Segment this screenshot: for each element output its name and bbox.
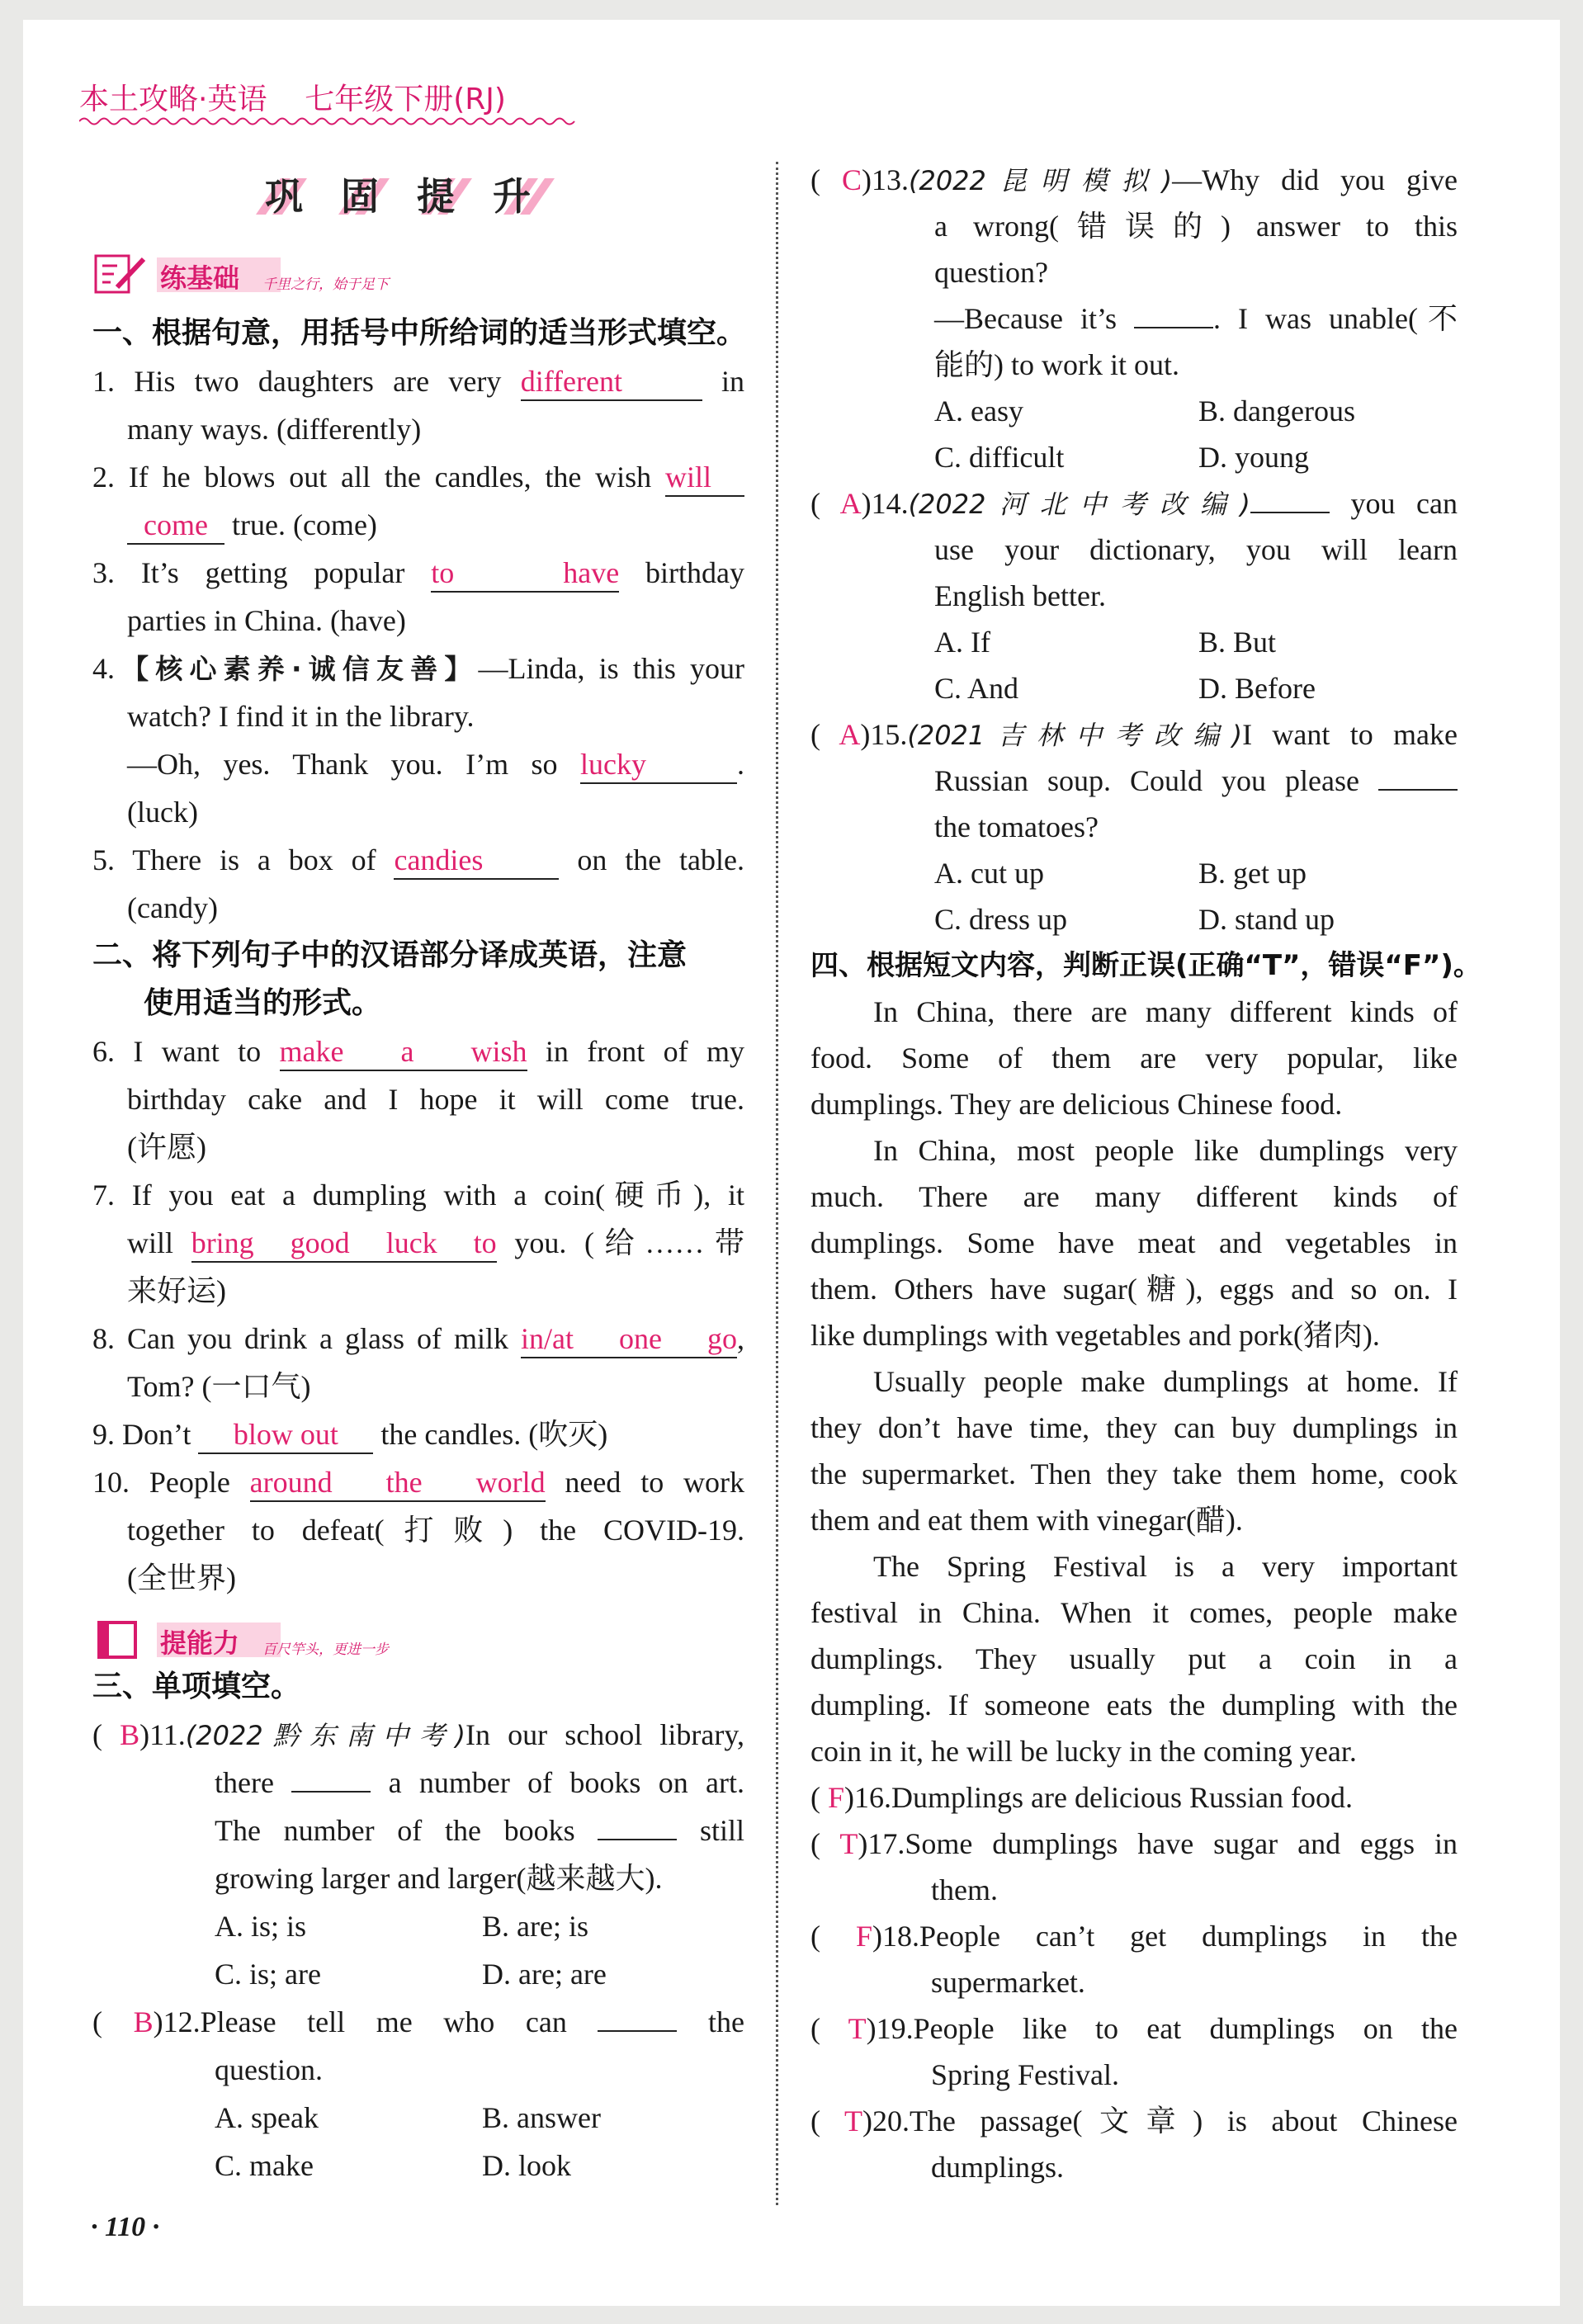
- q1-answer: different: [521, 363, 702, 401]
- q11-option-b: B. are; is: [482, 1910, 588, 1943]
- grade-label: 七年级下册(RJ): [305, 83, 506, 116]
- q20-line2: dumplings.: [931, 2151, 1065, 2184]
- q3-line1: [92, 550, 744, 597]
- q5-text-b: on the table.: [577, 843, 745, 876]
- q4-answer: lucky: [580, 746, 737, 784]
- q4-period: .: [737, 748, 744, 781]
- q11-text-c1: The number of the books: [215, 1814, 575, 1847]
- q13-text-d1: —Because it’s: [934, 302, 1117, 335]
- q17-line1: [810, 1821, 1458, 1868]
- q4-text: —Linda, is this your: [478, 652, 744, 685]
- q8-answer: in/at one go: [521, 1320, 737, 1358]
- passage-p3-line2: they don’t have time, they can buy dumplings in: [810, 1411, 1458, 1444]
- passage-p4-line5: coin in it, he will be lucky in the coming year.: [810, 1735, 1357, 1768]
- q5-text: There is a box of: [132, 843, 376, 876]
- section3-title: 三、单项填空。: [92, 1670, 301, 1703]
- q3-answer: to have: [431, 555, 619, 593]
- pencil-notebook-icon: [92, 251, 150, 297]
- q14-line3: English better.: [934, 579, 1106, 612]
- q8-line1: [92, 1316, 744, 1363]
- q8-number: 8.: [92, 1322, 115, 1355]
- q3-line2: parties in China. (have): [127, 604, 406, 637]
- q14-option-a: A. If: [934, 626, 990, 659]
- q11-blank-2: [598, 1839, 677, 1840]
- q17-answer-bracket: ( T): [810, 1827, 868, 1860]
- q20-line1: [810, 2098, 1458, 2145]
- q19-text: People like to eat dumplings on the: [913, 2012, 1458, 2045]
- q12-line1: [92, 1999, 744, 2046]
- q17-answer: T: [839, 1827, 858, 1860]
- q12-number: 12.: [163, 2005, 201, 2038]
- q6-line3: (许愿): [127, 1131, 206, 1164]
- q13-option-c: C. difficult: [934, 441, 1065, 474]
- passage-p4-line4: dumpling. If someone eats the dumpling with the: [810, 1689, 1458, 1722]
- q4-tag: 【核心素养·诚信友善】: [115, 653, 479, 685]
- q12-option-b: B. answer: [482, 2101, 601, 2134]
- passage-p2-line5: like dumplings with vegetables and pork(猪肉).: [810, 1319, 1380, 1352]
- q19-line2: Spring Festival.: [931, 2058, 1120, 2091]
- q13-option-d: D. young: [1198, 441, 1309, 474]
- q14-source: (2022河北中考改编): [908, 489, 1250, 520]
- q5-number: 5.: [92, 843, 115, 876]
- passage-p2-line2: much. There are many different kinds of: [810, 1180, 1458, 1213]
- q1-line1: [92, 358, 744, 405]
- q6-text-b: in front of my: [545, 1035, 745, 1068]
- book-header: [79, 76, 506, 118]
- q14-blank: [1250, 512, 1330, 513]
- q11-line1: [92, 1712, 744, 1760]
- q4-text-c: —Oh, yes. Thank you. I’m so: [127, 748, 558, 781]
- q14-option-c: C. And: [934, 672, 1019, 705]
- clipboard-icon: [92, 1616, 150, 1662]
- q15-source: (2021吉林中考改编): [907, 720, 1243, 751]
- q6-number: 6.: [92, 1035, 115, 1068]
- q8-text: Can you drink a glass of milk: [127, 1322, 509, 1355]
- q17-number: 17.: [867, 1827, 905, 1860]
- q11-option-c: C. is; are: [215, 1958, 321, 1991]
- q12-answer-bracket: ( B): [92, 2005, 163, 2038]
- q7-number: 7.: [92, 1179, 115, 1212]
- q13-blank: [1134, 327, 1213, 328]
- q2-answer-a: will: [665, 459, 744, 497]
- ability-badge-slogan: 百尺竿头，更进一步: [262, 1641, 389, 1658]
- passage-p4-line1: The Spring Festival is a very important: [873, 1550, 1458, 1583]
- q11-text-c2: still: [700, 1814, 745, 1847]
- q13-source: (2022昆明模拟): [908, 165, 1173, 196]
- q7-answer: bring good luck to: [191, 1225, 497, 1263]
- q11-text: In our school library,: [465, 1718, 744, 1751]
- q19-answer: T: [848, 2012, 867, 2045]
- q16-text: Dumplings are delicious Russian food.: [891, 1781, 1353, 1814]
- q12-option-a: A. speak: [215, 2101, 319, 2134]
- q15-line3: the tomatoes?: [934, 810, 1099, 843]
- q2-line2: [127, 502, 744, 549]
- q5-answer: candies: [394, 842, 559, 880]
- q14-line2: use your dictionary, you will learn: [934, 533, 1458, 566]
- ability-badge: [92, 1616, 439, 1662]
- q7-text: If you eat a dumpling with a coin(硬币), it: [131, 1179, 744, 1212]
- q11-line2: [215, 1760, 744, 1807]
- q5-line1: [92, 837, 744, 884]
- passage-p2-line1: In China, most people like dumplings very: [873, 1134, 1458, 1167]
- q8-line2: Tom? (一口气): [127, 1370, 311, 1403]
- passage-p2-line3: dumplings. Some have meat and vegetables in: [810, 1226, 1458, 1259]
- q13-line3: question?: [934, 256, 1048, 289]
- q18-number: 18.: [881, 1920, 919, 1953]
- passage-p1-line2: food. Some of them are very popular, like: [810, 1042, 1458, 1075]
- book-title: 本土攻略·英语: [79, 83, 267, 116]
- passage-p3-line1: Usually people make dumplings at home. If: [873, 1365, 1458, 1398]
- q16-number: 16.: [854, 1781, 892, 1814]
- q4-line2: watch? I find it in the library.: [127, 700, 475, 733]
- section4-title: 四、根据短文内容，判断正误(正确“T”，错误“F”)。: [810, 949, 1481, 982]
- q3-text-b: birthday: [645, 556, 744, 589]
- header-wave-underline: [79, 116, 578, 127]
- q12-option-c: C. make: [215, 2149, 314, 2182]
- section2-title-line1: 二、将下列句子中的汉语部分译成英语，注意: [92, 938, 688, 972]
- basic-badge-slogan: 千里之行，始于足下: [262, 276, 389, 293]
- q9-line1: [92, 1411, 744, 1458]
- q10-line1: [92, 1459, 744, 1506]
- q13-line1: [810, 157, 1458, 205]
- q2-line1: [92, 454, 744, 501]
- section2-title-line2: 使用适当的形式。: [144, 986, 382, 1020]
- q13-option-a: A. easy: [934, 394, 1023, 427]
- q10-number: 10.: [92, 1466, 130, 1499]
- q5-line2: (candy): [127, 891, 218, 924]
- q14-answer: A: [839, 487, 862, 520]
- q4-line3: [127, 741, 744, 788]
- basic-badge: [92, 251, 439, 297]
- q18-answer-bracket: ( F): [810, 1920, 882, 1953]
- ability-badge-title: 提能力: [160, 1627, 240, 1659]
- q11-blank-1: [291, 1791, 371, 1793]
- q15-option-c: C. dress up: [934, 903, 1067, 936]
- q20-text: The passage(文章) is about Chinese: [909, 2104, 1458, 2137]
- q19-line1: [810, 2005, 1458, 2052]
- q15-blank: [1378, 789, 1458, 791]
- q11-source: (2022黔东南中考): [185, 1720, 465, 1751]
- q9-number: 9.: [92, 1418, 115, 1451]
- q15-line1: [810, 711, 1458, 759]
- q11-text-b2: a number of books on art.: [388, 1766, 745, 1799]
- q1-line2: many ways. (differently): [127, 413, 422, 446]
- q19-number: 19.: [876, 2012, 914, 2045]
- q15-line2: [934, 758, 1458, 805]
- q9-text: Don’t: [122, 1418, 191, 1451]
- passage-p1-line1: In China, there are many different kinds of: [873, 995, 1458, 1028]
- q8-comma: ,: [737, 1322, 745, 1355]
- q4-number: 4.: [92, 652, 115, 685]
- q16-answer: F: [828, 1781, 845, 1814]
- q15-answer-bracket: ( A): [810, 718, 871, 751]
- q4-line4: (luck): [127, 796, 198, 829]
- q13-line5: 能的) to work it out.: [934, 348, 1179, 381]
- q6-line1: [92, 1028, 744, 1075]
- q11-answer-bracket: ( B): [92, 1718, 150, 1751]
- q6-text: I want to: [133, 1035, 262, 1068]
- q10-answer: around the world: [250, 1464, 546, 1502]
- q13-answer: C: [841, 163, 862, 196]
- q10-text-b: need to work: [565, 1466, 744, 1499]
- q13-line2: a wrong(错误的) answer to this: [934, 210, 1458, 243]
- q10-text: People: [149, 1466, 230, 1499]
- q14-number: 14.: [871, 487, 909, 520]
- q7-text-b: will: [127, 1226, 174, 1259]
- q9-text-b: the candles. (吹灭): [380, 1418, 608, 1451]
- q3-number: 3.: [92, 556, 115, 589]
- q11-answer: B: [120, 1718, 140, 1751]
- q12-text-b: the: [708, 2005, 745, 2038]
- q11-option-d: D. are; are: [482, 1958, 607, 1991]
- q15-option-a: A. cut up: [934, 857, 1044, 890]
- column-divider: [776, 162, 778, 2205]
- passage-p2-line4: them. Others have sugar(糖), eggs and so on. I: [810, 1273, 1458, 1306]
- q2-answer-b: come: [127, 507, 224, 545]
- q12-blank: [598, 2030, 677, 2032]
- q11-text-b1: there: [215, 1766, 274, 1799]
- q12-option-d: D. look: [482, 2149, 571, 2182]
- q20-answer: T: [843, 2104, 862, 2137]
- section1-title: 一、根据句意，用括号中所给词的适当形式填空。: [92, 316, 747, 350]
- q14-answer-bracket: ( A): [810, 487, 872, 520]
- q13-number: 13.: [871, 163, 909, 196]
- passage-p4-line2: festival in China. When it comes, people make: [810, 1596, 1458, 1629]
- q1-text: His two daughters are very: [134, 365, 502, 398]
- q14-text: you can: [1350, 487, 1458, 520]
- q6-answer: make a wish: [280, 1033, 527, 1071]
- q13-line4: [934, 295, 1458, 342]
- q11-number: 11.: [149, 1718, 186, 1751]
- q15-option-b: B. get up: [1198, 857, 1307, 890]
- q11-line3: [215, 1807, 744, 1854]
- q15-text: I want to make: [1242, 718, 1458, 751]
- q18-text: People can’t get dumplings in the: [919, 1920, 1458, 1953]
- q7-line3: 来好运): [127, 1274, 226, 1307]
- q19-answer-bracket: ( T): [810, 2012, 877, 2045]
- q17-text: Some dumplings have sugar and eggs in: [905, 1827, 1458, 1860]
- passage-p3-line4: them and eat them with vinegar(醋).: [810, 1504, 1243, 1537]
- q13-option-b: B. dangerous: [1198, 394, 1355, 427]
- q12-text: Please tell me who can: [200, 2005, 567, 2038]
- q20-answer-bracket: ( T): [810, 2104, 872, 2137]
- basic-badge-title: 练基础: [160, 262, 240, 294]
- q15-text-b: Russian soup. Could you please: [934, 764, 1359, 797]
- q12-answer: B: [133, 2005, 154, 2038]
- q13-text-d2: . I was unable(不: [1213, 302, 1458, 335]
- q11-line4: growing larger and larger(越来越大).: [215, 1862, 663, 1895]
- q1-number: 1.: [92, 365, 115, 398]
- q18-line2: supermarket.: [931, 1966, 1085, 1999]
- q6-line2: birthday cake and I hope it will come true.: [127, 1083, 744, 1116]
- q10-line2: together to defeat(打败) the COVID-19.: [127, 1514, 744, 1547]
- q7-line2: [127, 1220, 744, 1267]
- q10-line3: (全世界): [127, 1561, 236, 1594]
- q15-answer: A: [839, 718, 861, 751]
- section-banner: [248, 170, 586, 223]
- q14-line1: [810, 480, 1458, 528]
- q15-option-d: D. stand up: [1198, 903, 1335, 936]
- q7-text-c: you. (给……带: [514, 1226, 745, 1259]
- q12-line2: question.: [215, 2053, 323, 2086]
- passage-p1-line3: dumplings. They are delicious Chinese food.: [810, 1088, 1343, 1121]
- passage-p4-line3: dumplings. They usually put a coin in a: [810, 1642, 1458, 1675]
- q14-option-d: D. Before: [1198, 672, 1316, 705]
- q14-option-b: B. But: [1198, 626, 1277, 659]
- q18-line1: [810, 1913, 1458, 1960]
- passage-p3-line3: the supermarket. Then they take them home, cook: [810, 1457, 1458, 1490]
- q4-line1: [92, 645, 744, 692]
- q16-answer-bracket: ( F): [810, 1781, 855, 1814]
- q13-text: —Why did you give: [1172, 163, 1458, 196]
- q18-answer: F: [855, 1920, 872, 1953]
- q2-text: If he blows out all the candles, the wish: [128, 461, 652, 494]
- q3-text: It’s getting popular: [140, 556, 405, 589]
- q1-text-b: in: [721, 365, 745, 398]
- q11-option-a: A. is; is: [215, 1910, 307, 1943]
- q16-line1: [810, 1774, 1458, 1821]
- q2-number: 2.: [92, 461, 115, 494]
- q13-answer-bracket: ( C): [810, 163, 872, 196]
- q9-answer: blow out: [198, 1416, 373, 1454]
- q20-number: 20.: [872, 2104, 910, 2137]
- page-number: · 110 ·: [91, 2212, 160, 2242]
- q15-number: 15.: [870, 718, 908, 751]
- q17-line2: them.: [931, 1873, 998, 1906]
- banner-title: 巩固提升: [265, 174, 569, 219]
- q2-text-b: true. (come): [232, 508, 377, 541]
- q7-line1: [92, 1172, 744, 1219]
